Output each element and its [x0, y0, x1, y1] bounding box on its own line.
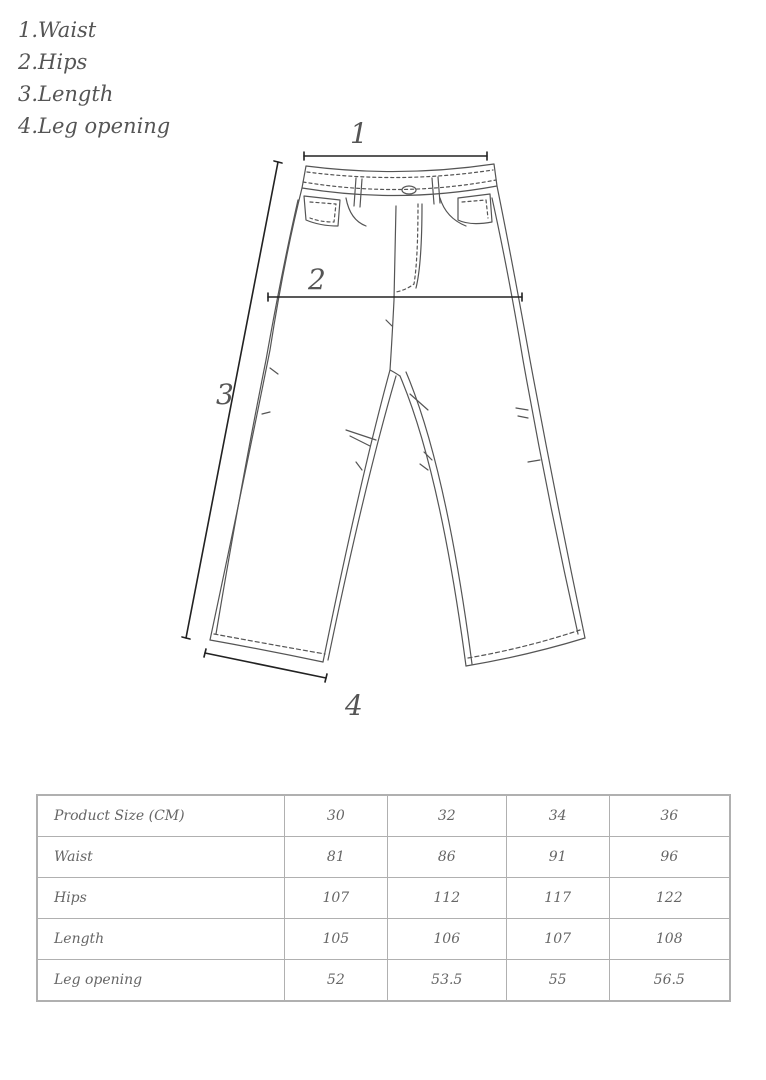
- table-row: [37, 837, 730, 878]
- header-size-36: 36: [609, 795, 730, 837]
- table-row: [37, 878, 730, 919]
- table-cell: 112: [387, 878, 506, 919]
- table-cell: 56.5: [609, 960, 730, 1002]
- table-cell: 105: [285, 919, 388, 960]
- legend-item-hips: 2.Hips: [18, 50, 88, 74]
- table-cell: 106: [387, 919, 506, 960]
- table-cell: 86: [387, 837, 506, 878]
- table-cell: 107: [285, 878, 388, 919]
- header-size-32: 32: [387, 795, 506, 837]
- marker-waist: 1: [350, 117, 368, 150]
- table-cell: 117: [506, 878, 609, 919]
- header-size-34: 34: [506, 795, 609, 837]
- legend-item-length: 3.Length: [18, 82, 114, 106]
- table-cell: 55: [506, 960, 609, 1002]
- table-cell: 122: [609, 878, 730, 919]
- table-row: [37, 960, 730, 1002]
- table-row: [37, 919, 730, 960]
- row-label: Waist: [37, 837, 285, 878]
- row-label: Hips: [37, 878, 285, 919]
- table-header-row: [37, 795, 730, 837]
- marker-hips: 2: [308, 263, 326, 296]
- table-cell: 52: [285, 960, 388, 1002]
- legend-item-waist: 1.Waist: [18, 18, 97, 42]
- table-cell: 108: [609, 919, 730, 960]
- header-size-30: 30: [285, 795, 388, 837]
- table-cell: 96: [609, 837, 730, 878]
- marker-length: 3: [216, 378, 234, 411]
- row-label: Length: [37, 919, 285, 960]
- jeans-outline: [210, 164, 585, 666]
- size-table: [36, 794, 731, 1002]
- header-label: Product Size (CM): [37, 795, 285, 837]
- measure-lines: [182, 152, 522, 682]
- row-label: Leg opening: [37, 960, 285, 1002]
- table-cell: 81: [285, 837, 388, 878]
- table-cell: 107: [506, 919, 609, 960]
- legend-item-leg-opening: 4.Leg opening: [18, 114, 171, 138]
- marker-leg-opening: 4: [345, 689, 363, 722]
- table-cell: 53.5: [387, 960, 506, 1002]
- table-cell: 91: [506, 837, 609, 878]
